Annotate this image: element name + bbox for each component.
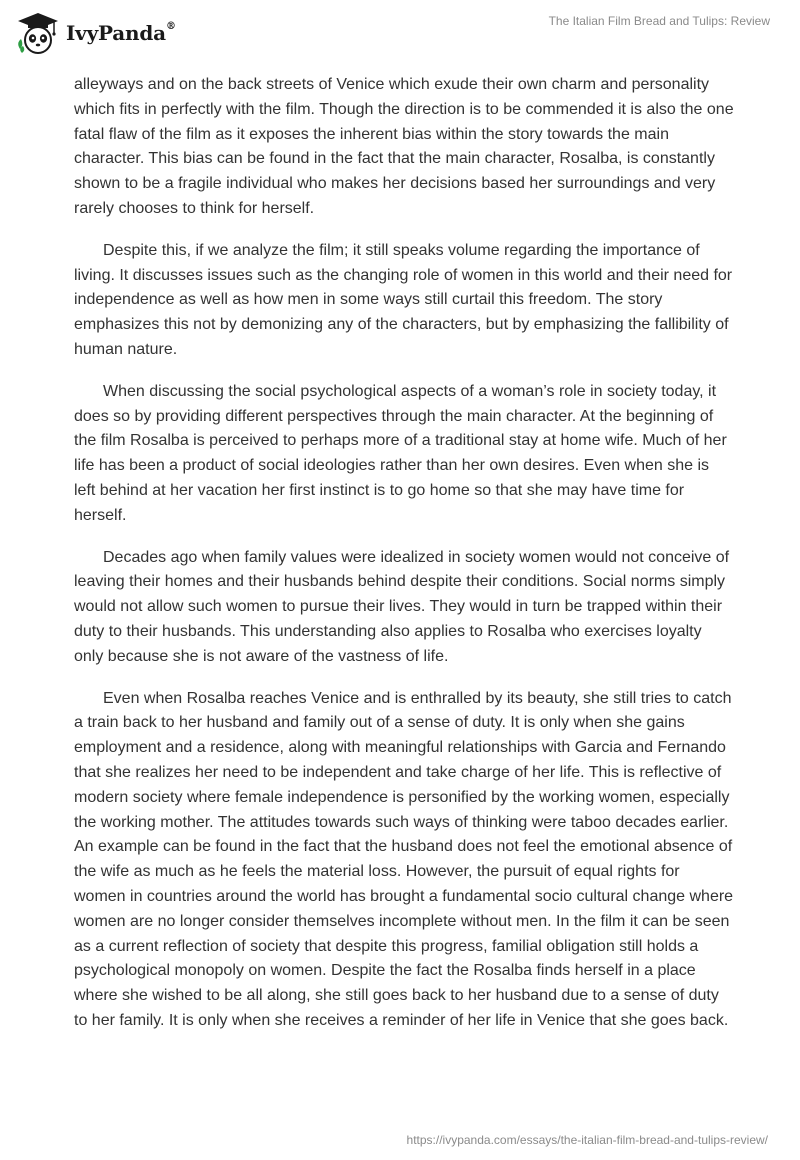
paragraph: Despite this, if we analyze the film; it still speaks volume regarding the importance of living. It discusses issues such as the changing role of women in this world and their need for independence as well as how men in some ways still curtail this freedom. The story emphasizes this not by demonizing any of the characters, but by emphasizing the fallibility of human nature. <box>74 241 733 358</box>
paragraph: alleyways and on the back streets of Venice which exude their own charm and personality which fits in perfectly with the film. Though the direction is to be commended it is also the one fatal flaw of the film as it exposes the inherent bias within the story towards the main character. This bias can be found in the fact that the main character, Rosalba, is constantly shown to be a fragile individual who makes her decisions based her surroundings and very rarely chooses to think for herself. <box>74 76 734 217</box>
paragraph: When discussing the social psychological aspects of a woman’s role in society today, it does so by providing different perspectives through the main character. At the beginning of the film Rosalba is perceived to perhaps more of a traditional stay at home wife. Much of her life has been a product of social ideologies rather than her own desires. Even when she is left behind at her vacation her first instinct is to go home so that she may have time for herself. <box>74 382 727 524</box>
site-logo[interactable] <box>14 9 176 57</box>
logo-text: IvyPanda <box>66 21 166 45</box>
paragraph: Even when Rosalba reaches Venice and is enthralled by its beauty, she still tries to catch a train back to her husband and family out of a sense of duty. It is only when she gains employment and a residence, along with meaningful relationships with Garcia and Fernando that she realizes her need to be independent and take charge of her life. This is reflective of modern society where female independence is personified by the working women, especially the working mother. The attitudes towards such ways of thinking were taboo decades earlier. An example can be found in the fact that the husband does not feel the emotional absence of the wife as much as he feels the material loss. However, the pursuit of equal rights for women in countries around the world has brought a fundamental socio cultural change where women are no longer consider themselves incomplete without men. In the film it can be seen as a current reflection of society that despite this progress, familial obligation still holds a psychological monopoly on women. Despite the fact the Rosalba finds herself in a place where she wished to be all along, she still goes back to her husband due to a sense of duty to her family. It is only when she receives a reminder of her life in Venice that she goes back. <box>74 689 734 1029</box>
logo-wordmark <box>66 21 176 45</box>
essay-body <box>74 73 734 1051</box>
page-header <box>0 0 800 60</box>
source-url[interactable]: https://ivypanda.com/essays/the-italian-film-bread-and-tulips-review/ <box>406 1133 768 1147</box>
paragraph: Decades ago when family values were idealized in society women would not conceive of leaving their homes and their husbands behind despite their conditions. Social norms simply would not allow such women to pursue their lives. They would in turn be trapped within their duty to their husbands. This understanding also applies to Rosalba who exercises loyalty only because she is not aware of the vastness of life. <box>74 548 730 665</box>
registered-mark: ® <box>165 21 176 33</box>
document-title: The Italian Film Bread and Tulips: Review <box>548 14 770 28</box>
panda-graduate-icon <box>14 9 62 57</box>
